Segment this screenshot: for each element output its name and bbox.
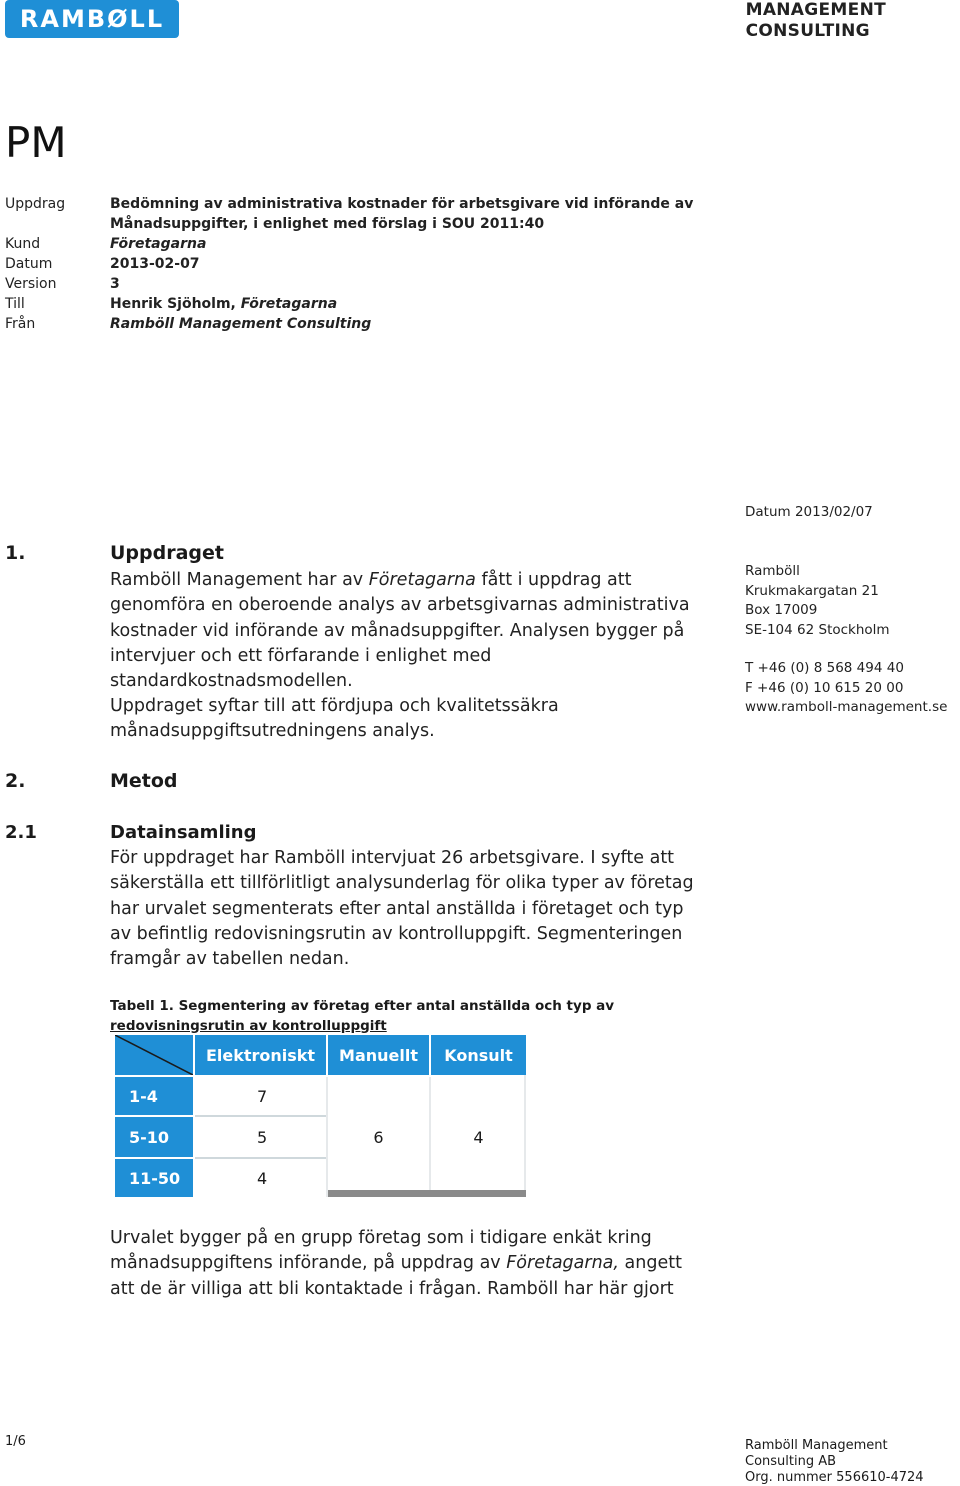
table-row-label-5-10: 5-10 <box>115 1117 193 1157</box>
section-1-number: 1. <box>5 542 26 564</box>
table-right-border <box>524 1075 526 1197</box>
table-header-manuellt: Manuellt <box>328 1035 429 1075</box>
table-row-label-11-50: 11-50 <box>115 1159 193 1197</box>
fax: F +46 (0) 10 615 20 00 <box>745 679 904 696</box>
table-header-konsult: Konsult <box>431 1035 526 1075</box>
section-2-1-paragraph: För uppdraget har Ramböll intervjuat 26 arbetsgivare. I syfte att säkerställa ett tillförlitligt analysunderlag för olika typer av företag har urvalet segmenterats efter antal anställda i företaget och typ av befintlig redovisningsrutin av kontrolluppgift. Segmenteringen framgår av tabellen nedan. <box>110 848 694 970</box>
mc-line-2: CONSULTING <box>745 21 870 41</box>
text-run: fått i uppdrag att genomföra en oberoende analys av arbetsgivarnas administrativa kostnader vid införande av månadsuppgifter. Analysen bygger på intervjuer och ett förfarande i enlighet med standardkostnadsmodellen. <box>110 570 690 692</box>
company-name: Ramböll Management Consulting AB <box>745 1438 888 1469</box>
text-run: Urvalet bygger på en grupp företag som i tidigare enkät kring månadsuppgiftens införande, på uppdrag av <box>110 1228 652 1274</box>
sidebar-contact <box>745 659 947 718</box>
table-bottom-bar <box>328 1190 526 1197</box>
caption-line-1: Tabell 1. Segmentering av företag efter antal anställda och typ av <box>110 998 615 1014</box>
table-row-label-1-4: 1-4 <box>115 1077 193 1115</box>
table-corner-cell <box>115 1035 193 1075</box>
section-2-1-heading: Datainsamling <box>110 822 257 843</box>
logo-text: RAMBØLL <box>19 5 165 33</box>
meta-label-fran: Från <box>5 316 36 332</box>
table-cell-manuellt-merged: 6 <box>373 1127 384 1147</box>
segmentation-table <box>115 1035 526 1197</box>
section-1-heading: Uppdraget <box>110 542 224 564</box>
meta-label-uppdrag: Uppdrag <box>5 196 66 212</box>
meta-value-uppdrag-1: Bedömning av administrativa kostnader för arbetsgivare vid införande av <box>110 196 694 212</box>
org-number: Org. nummer 556610-4724 <box>745 1470 924 1485</box>
meta-label-datum: Datum <box>5 256 53 272</box>
address-line: SE-104 62 Stockholm <box>745 621 890 638</box>
footer-company <box>745 1438 960 1486</box>
meta-value-kund: Företagarna <box>110 236 207 252</box>
meta-label-till: Till <box>5 296 25 312</box>
phone: T +46 (0) 8 568 494 40 <box>745 660 904 676</box>
meta-value-uppdrag-2: Månadsuppgifter, i enlighet med förslag i SOU 2011:40 <box>110 216 545 232</box>
meta-value-fran: Ramböll Management Consulting <box>110 316 372 332</box>
till-name: Henrik Sjöholm, <box>110 296 241 312</box>
meta-label-kund: Kund <box>5 236 41 252</box>
meta-value-datum: 2013-02-07 <box>110 256 200 272</box>
caption-line-2: redovisningsrutin av kontrolluppgift <box>110 1017 387 1034</box>
ramboll-logo <box>5 0 179 38</box>
table-header-elektroniskt: Elektroniskt <box>195 1035 326 1075</box>
meta-value-version: 3 <box>110 276 120 292</box>
table-cell-5-10-elektroniskt: 5 <box>257 1127 268 1147</box>
table-cell-11-50-elektroniskt: 4 <box>257 1168 268 1188</box>
till-org: Företagarna <box>240 296 338 312</box>
address-line: Ramböll <box>745 563 800 579</box>
management-consulting-mark <box>746 0 886 42</box>
address-line: Box 17009 <box>745 602 818 618</box>
text-run-italic: Företagarna, <box>506 1253 619 1274</box>
meta-label-version: Version <box>5 276 57 292</box>
text-run-italic: Företagarna <box>368 570 476 590</box>
table-cell-konsult-merged: 4 <box>473 1127 484 1147</box>
website-link[interactable]: www.ramboll-management.se <box>745 699 948 715</box>
mc-line-1: MANAGEMENT <box>745 0 886 20</box>
sidebar-date: Datum 2013/02/07 <box>745 504 873 520</box>
after-table-paragraph <box>110 1226 700 1302</box>
meta-value-till <box>110 296 337 312</box>
col-divider <box>429 1077 431 1197</box>
col-divider <box>326 1077 328 1197</box>
page-number: 1/6 <box>5 1434 26 1449</box>
address-line: Krukmakargatan 21 <box>745 582 879 599</box>
section-2-number: 2. <box>5 770 26 792</box>
text-run: Ramböll Management har av <box>110 570 369 590</box>
section-2-1-number: 2.1 <box>5 822 37 843</box>
section-1-paragraph-1 <box>110 568 700 694</box>
sidebar-address <box>745 562 890 640</box>
table-cell-1-4-elektroniskt: 7 <box>257 1086 268 1106</box>
table-caption <box>110 997 670 1036</box>
text-run: angett att de är villiga att bli kontaktade i frågan. Ramböll har här gjort <box>110 1253 682 1299</box>
diagonal-line-icon <box>115 1035 193 1075</box>
section-1-paragraph-2: Uppdraget syftar till att fördjupa och kvalitetssäkra månadsuppgiftsutredningens analys. <box>110 696 559 742</box>
section-2-heading: Metod <box>110 770 178 792</box>
document-title: PM <box>5 118 67 167</box>
